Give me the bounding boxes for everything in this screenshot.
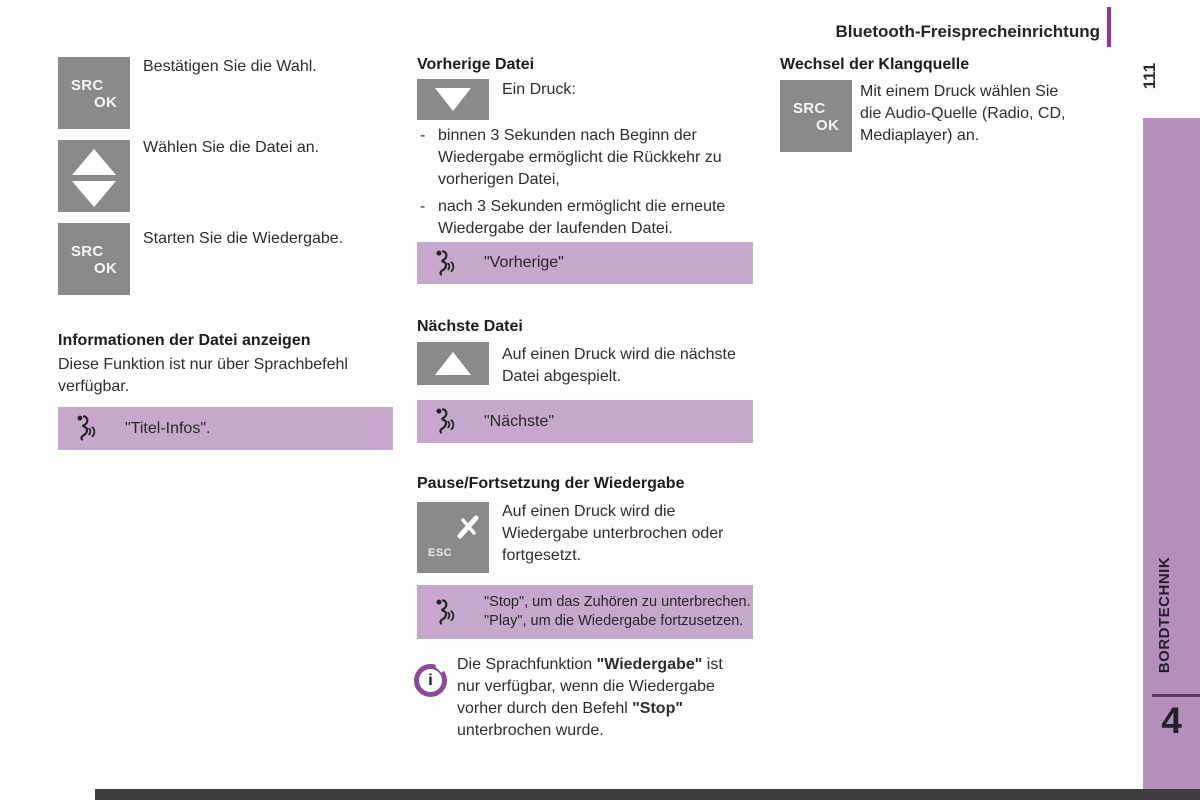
body-line: Wiedergabe unterbrochen oder [502, 525, 724, 542]
instruction-label: Wählen Sie die Datei an. [143, 139, 320, 156]
src-key-label: SRC [793, 100, 826, 117]
body-line: fortgesetzt. [502, 547, 582, 564]
note-text: vorher durch den Befehl [457, 700, 633, 717]
ok-key-label: OK [816, 117, 840, 134]
body-line: Datei abgespielt. [502, 368, 622, 385]
voice-command-icon [430, 248, 457, 279]
section-heading-file-info: Informationen der Datei anzeigen [58, 332, 311, 349]
body-line: Mediaplayer) an. [860, 127, 980, 144]
voice-command-banner-stop-play [417, 585, 753, 639]
ok-key-label: OK [94, 260, 118, 277]
src-key-label: SRC [71, 243, 104, 260]
voice-command-text: "Vorherige" [484, 254, 564, 271]
voice-command-banner-next [417, 400, 753, 443]
body-line: nach 3 Sekunden ermöglicht die erneute [438, 198, 726, 215]
voice-command-icon [430, 406, 457, 437]
src-ok-button [780, 80, 852, 152]
voice-command-text: "Stop", um das Zuhören zu unterbrechen. [484, 594, 751, 610]
body-line: Ein Druck: [502, 81, 576, 98]
note-line: unterbrochen wurde. [457, 722, 604, 739]
chapter-sidebar [1143, 118, 1200, 789]
body-line: Wiedergabe der laufenden Datei. [438, 220, 673, 237]
body-line: vorherigen Datei, [438, 171, 560, 188]
bottom-bar [95, 789, 1200, 800]
chapter-number: 4 [1161, 700, 1182, 741]
voice-command-banner-previous [417, 242, 753, 284]
body-line: Auf einen Druck wird die nächste [502, 346, 736, 363]
voice-command-text: "Nächste" [484, 412, 555, 430]
src-key-label: SRC [71, 77, 104, 94]
phone-off-icon [453, 511, 483, 541]
src-ok-button [58, 223, 130, 295]
voice-command-banner-title-infos [58, 407, 393, 450]
voice-command-text: "Play", um die Wiedergabe fortzusetzen. [484, 613, 744, 629]
up-arrow-icon [417, 342, 489, 385]
note-line [457, 656, 723, 674]
body-line: Diese Funktion ist nur über Sprachbefehl [58, 356, 348, 373]
esc-key-label: ESC [428, 547, 453, 559]
up-down-arrows-icon [58, 140, 130, 212]
down-arrow-icon [417, 79, 489, 120]
note-text-bold: "Stop" [632, 700, 683, 717]
instruction-label: Bestätigen Sie die Wahl. [143, 58, 317, 75]
page-number: 111 [1140, 62, 1159, 90]
page-title: Bluetooth-Freisprecheinrichtung [835, 22, 1100, 41]
up-arrow-button [417, 342, 489, 385]
info-icon: i [414, 664, 447, 697]
note-text-bold: "Wiedergabe" [596, 656, 703, 673]
body-line: binnen 3 Sekunden nach Beginn der [438, 127, 697, 144]
body-line: verfügbar. [58, 378, 130, 395]
voice-command-icon [71, 413, 98, 444]
voice-command-icon [430, 597, 457, 628]
body-line: Wiedergabe ermöglicht die Rückkehr zu [438, 149, 722, 166]
bullet-dash: - [420, 127, 426, 144]
ok-key-label: OK [94, 94, 118, 111]
note-text: ist [702, 656, 723, 673]
instruction-label: Starten Sie die Wiedergabe. [143, 230, 344, 247]
section-heading-source-change: Wechsel der Klangquelle [780, 56, 970, 73]
note-line: nur verfügbar, wenn die Wiedergabe [457, 678, 715, 695]
esc-button [417, 502, 489, 573]
chapter-divider [1152, 694, 1200, 697]
body-line: die Audio-Quelle (Radio, CD, [860, 105, 1066, 122]
body-line: Mit einem Druck wählen Sie [860, 83, 1059, 100]
header-accent-bar [1107, 7, 1111, 47]
body-line: Auf einen Druck wird die [502, 503, 676, 520]
src-ok-button [58, 57, 130, 129]
note-text: Die Sprachfunktion [457, 656, 597, 673]
section-heading-pause-resume: Pause/Fortsetzung der Wiedergabe [417, 475, 685, 492]
section-heading-next-file: Nächste Datei [417, 318, 523, 335]
section-heading-previous-file: Vorherige Datei [417, 56, 535, 73]
chapter-label: BORDTECHNIK [1155, 556, 1173, 674]
note-line [457, 700, 683, 718]
down-arrow-button [417, 79, 489, 120]
voice-command-text: "Titel-Infos". [125, 419, 211, 437]
up-down-arrows-button [58, 140, 130, 212]
bullet-dash: - [420, 198, 426, 215]
